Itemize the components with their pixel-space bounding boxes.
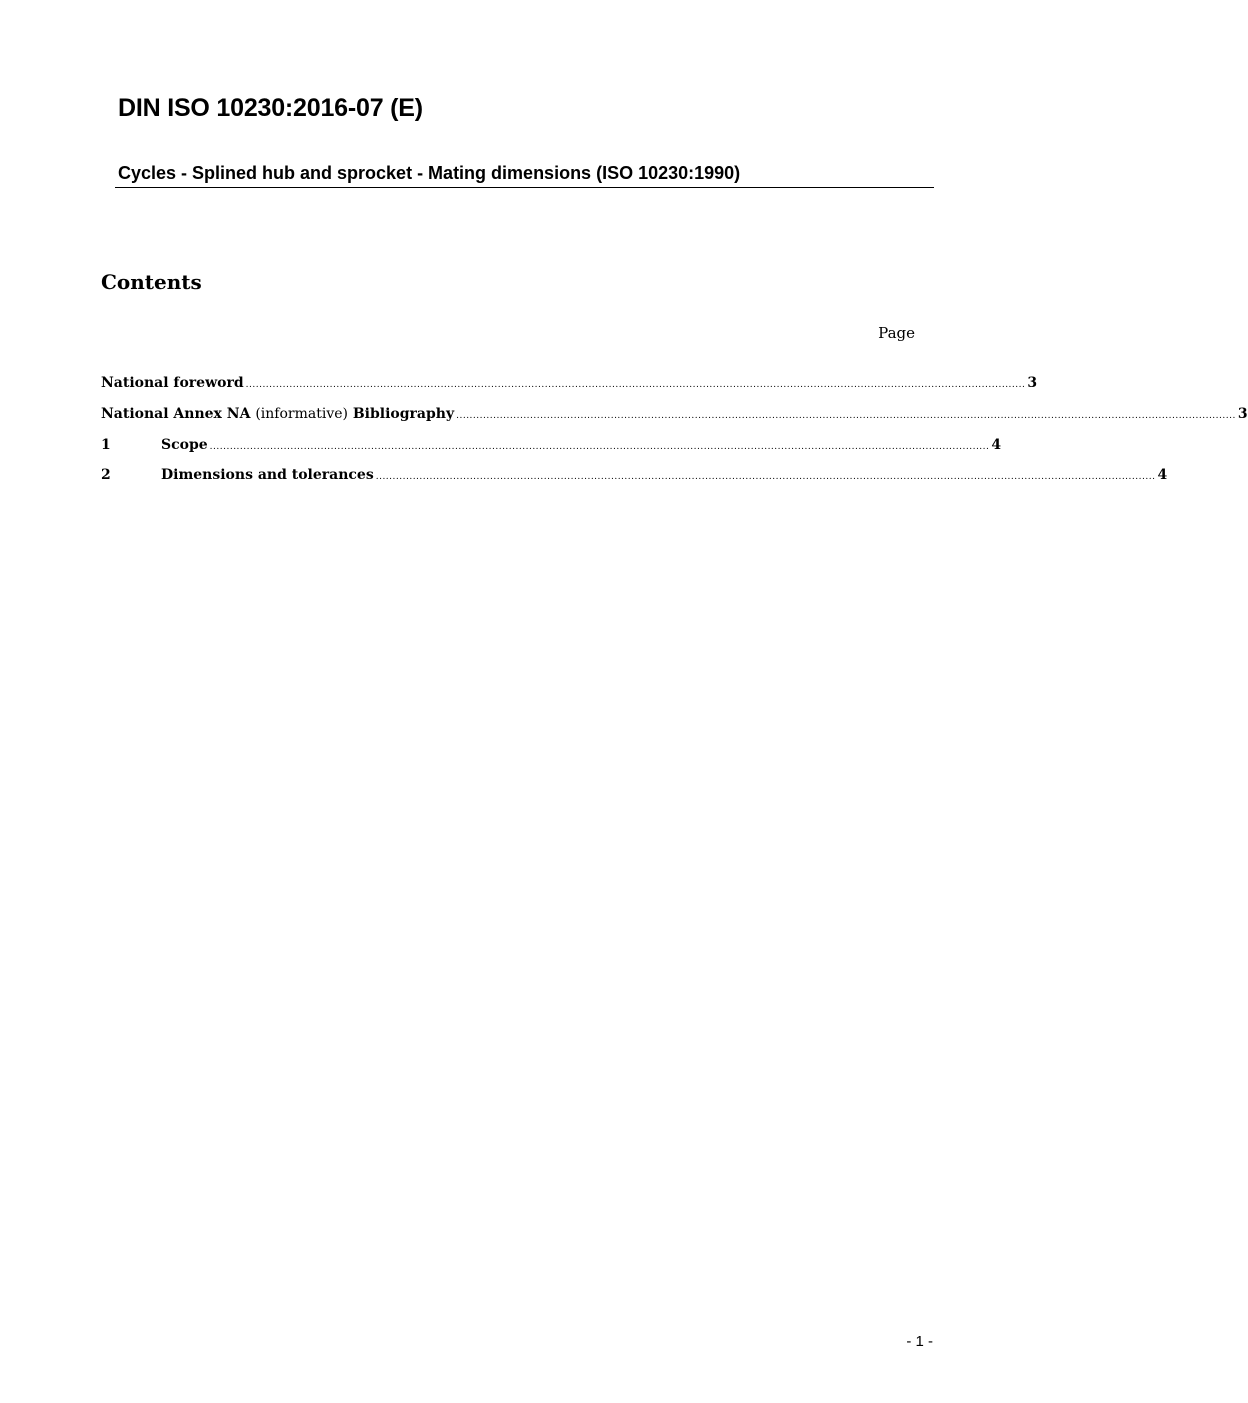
toc-entry-title: Scope — [161, 437, 208, 453]
toc-leader-dots: ........................................................................................................................................................................................................................................ — [456, 411, 1236, 421]
toc-entry-number: 2 — [101, 467, 111, 483]
page-column-label: Page — [878, 324, 915, 342]
toc-entry-page: 3 — [1027, 375, 1038, 391]
document-identifier: DIN ISO 10230:2016-07 (E) — [118, 94, 423, 122]
document-subtitle: Cycles - Splined hub and sprocket - Mating dimensions (ISO 10230:1990) — [118, 163, 741, 183]
subtitle-divider — [115, 187, 934, 188]
page-number: - 1 - — [906, 1333, 933, 1350]
contents-heading: Contents — [101, 270, 202, 294]
toc-title-suffix: Bibliography — [347, 406, 455, 422]
toc-entry-scope[interactable] — [101, 435, 1002, 455]
toc-title-informative: (informative) — [255, 406, 348, 422]
toc-leader-dots: ........................................................................................................................................................................................................................................ — [245, 380, 1026, 390]
toc-entry-title: Dimensions and tolerances — [161, 467, 374, 483]
toc-entry-page: 4 — [991, 437, 1002, 453]
toc-entry-title — [101, 404, 454, 424]
toc-entry-page: 3 — [1237, 406, 1248, 422]
toc-entry-number: 1 — [101, 437, 111, 453]
toc-entry-page: 4 — [1157, 467, 1168, 483]
toc-entry-title: National foreword — [101, 375, 244, 391]
toc-leader-dots: ........................................................................................................................................................................................................................................ — [375, 472, 1156, 482]
toc-leader-dots: ........................................................................................................................................................................................................................................ — [209, 442, 990, 452]
toc-entry-dimensions-and-tolerances[interactable] — [101, 465, 1168, 485]
toc-title-part: National Annex NA — [101, 406, 256, 422]
toc-entry-national-annex[interactable] — [101, 404, 1248, 424]
toc-entry-national-foreword[interactable] — [101, 373, 1038, 393]
